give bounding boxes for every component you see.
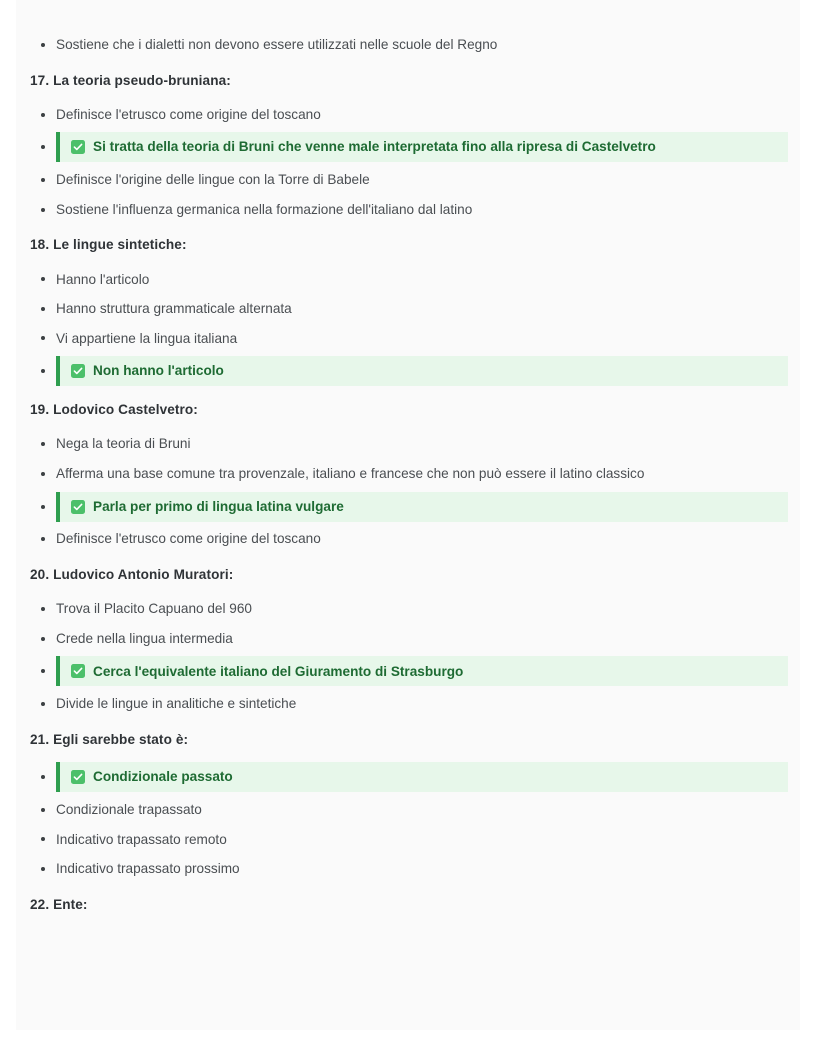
list-item[interactable] [30, 294, 788, 324]
checkbox-checked-icon [71, 364, 85, 378]
question-block [30, 60, 788, 225]
question-heading: 18. Le lingue sintetiche: [30, 237, 187, 253]
question-heading: 22. Ente: [30, 896, 88, 912]
option-row-correct[interactable] [30, 129, 788, 165]
option-row-correct[interactable] [30, 653, 788, 689]
option-row-correct[interactable] [30, 353, 788, 389]
option-label: Indicativo trapassato prossimo [56, 861, 240, 877]
option-label: Definisce l'origine delle lingue con la Torre di Babele [56, 172, 370, 188]
option-label: Non hanno l'articolo [93, 363, 224, 379]
option-label: Vi appartiene la lingua italiana [56, 330, 238, 346]
question-heading-wrap [30, 224, 788, 264]
option-list [30, 594, 788, 719]
list-item[interactable] [30, 795, 788, 825]
question-heading-wrap [30, 389, 788, 429]
option-list [30, 430, 788, 555]
list-item[interactable] [30, 100, 788, 130]
correct-answer-highlight[interactable] [56, 492, 788, 522]
list-item[interactable] [30, 195, 788, 225]
question-heading-wrap [30, 60, 788, 100]
option-label: Definisce l'etrusco come origine del toscano [56, 531, 321, 547]
question-heading: 17. La teoria pseudo-bruniana: [30, 72, 231, 88]
checkbox-checked-icon [71, 664, 85, 678]
list-item[interactable] [30, 459, 788, 489]
option-list [30, 265, 788, 390]
question-heading: 20. Ludovico Antonio Muratori: [30, 567, 234, 583]
question-block [30, 389, 788, 554]
option-list [30, 759, 788, 884]
question-block [30, 884, 788, 924]
option-label: Parla per primo di lingua latina vulgare [93, 498, 344, 514]
list-item[interactable] [30, 624, 788, 654]
orphan-option-list [30, 30, 788, 60]
quiz-content [30, 30, 788, 924]
option-label: Hanno l'articolo [56, 271, 150, 287]
checkbox-checked-icon [71, 500, 85, 514]
option-label: Indicativo trapassato remoto [56, 831, 227, 847]
list-item[interactable] [30, 825, 788, 855]
option-label: Nega la teoria di Bruni [56, 436, 191, 452]
quiz-page [16, 0, 800, 1030]
option-label: Divide le lingue in analitiche e sintetiche [56, 696, 297, 712]
list-item[interactable] [30, 689, 788, 719]
option-label: Condizionale passato [93, 769, 233, 785]
correct-answer-highlight[interactable] [56, 132, 788, 162]
option-label: Trova il Placito Capuano del 960 [56, 601, 252, 617]
question-list [30, 60, 788, 925]
option-label: Si tratta della teoria di Bruni che venne male interpretata fino alla ripresa di Castelvetro [93, 139, 656, 155]
option-label: Condizionale trapassato [56, 802, 202, 818]
list-item[interactable] [30, 265, 788, 295]
option-label: Sostiene che i dialetti non devono essere utilizzati nelle scuole del Regno [56, 36, 498, 52]
question-block [30, 224, 788, 389]
option-label: Sostiene l'influenza germanica nella formazione dell'italiano dal latino [56, 201, 473, 217]
checkbox-checked-icon [71, 770, 85, 784]
list-item[interactable] [30, 594, 788, 624]
question-heading: 19. Lodovico Castelvetro: [30, 402, 198, 418]
question-block [30, 554, 788, 719]
option-row-correct[interactable] [30, 489, 788, 525]
question-heading-wrap [30, 719, 788, 759]
option-label: Afferma una base comune tra provenzale, italiano e francese che non può essere il latino classico [56, 465, 645, 481]
option-list [30, 100, 788, 225]
question-heading: 21. Egli sarebbe stato è: [30, 731, 189, 747]
option-label: Hanno struttura grammaticale alternata [56, 301, 292, 317]
list-item[interactable] [30, 525, 788, 555]
list-item[interactable] [30, 854, 788, 884]
correct-answer-highlight[interactable] [56, 356, 788, 386]
list-item[interactable] [30, 165, 788, 195]
correct-answer-highlight[interactable] [56, 762, 788, 792]
checkbox-checked-icon [71, 140, 85, 154]
option-label: Definisce l'etrusco come origine del toscano [56, 106, 321, 122]
question-block [30, 719, 788, 884]
option-label: Cerca l'equivalente italiano del Giuramento di Strasburgo [93, 663, 464, 679]
list-item[interactable] [30, 30, 788, 60]
list-item[interactable] [30, 324, 788, 354]
question-heading-wrap [30, 554, 788, 594]
list-item[interactable] [30, 430, 788, 460]
correct-answer-highlight[interactable] [56, 656, 788, 686]
question-heading-wrap [30, 884, 788, 924]
option-label: Crede nella lingua intermedia [56, 630, 233, 646]
option-row-correct[interactable] [30, 759, 788, 795]
